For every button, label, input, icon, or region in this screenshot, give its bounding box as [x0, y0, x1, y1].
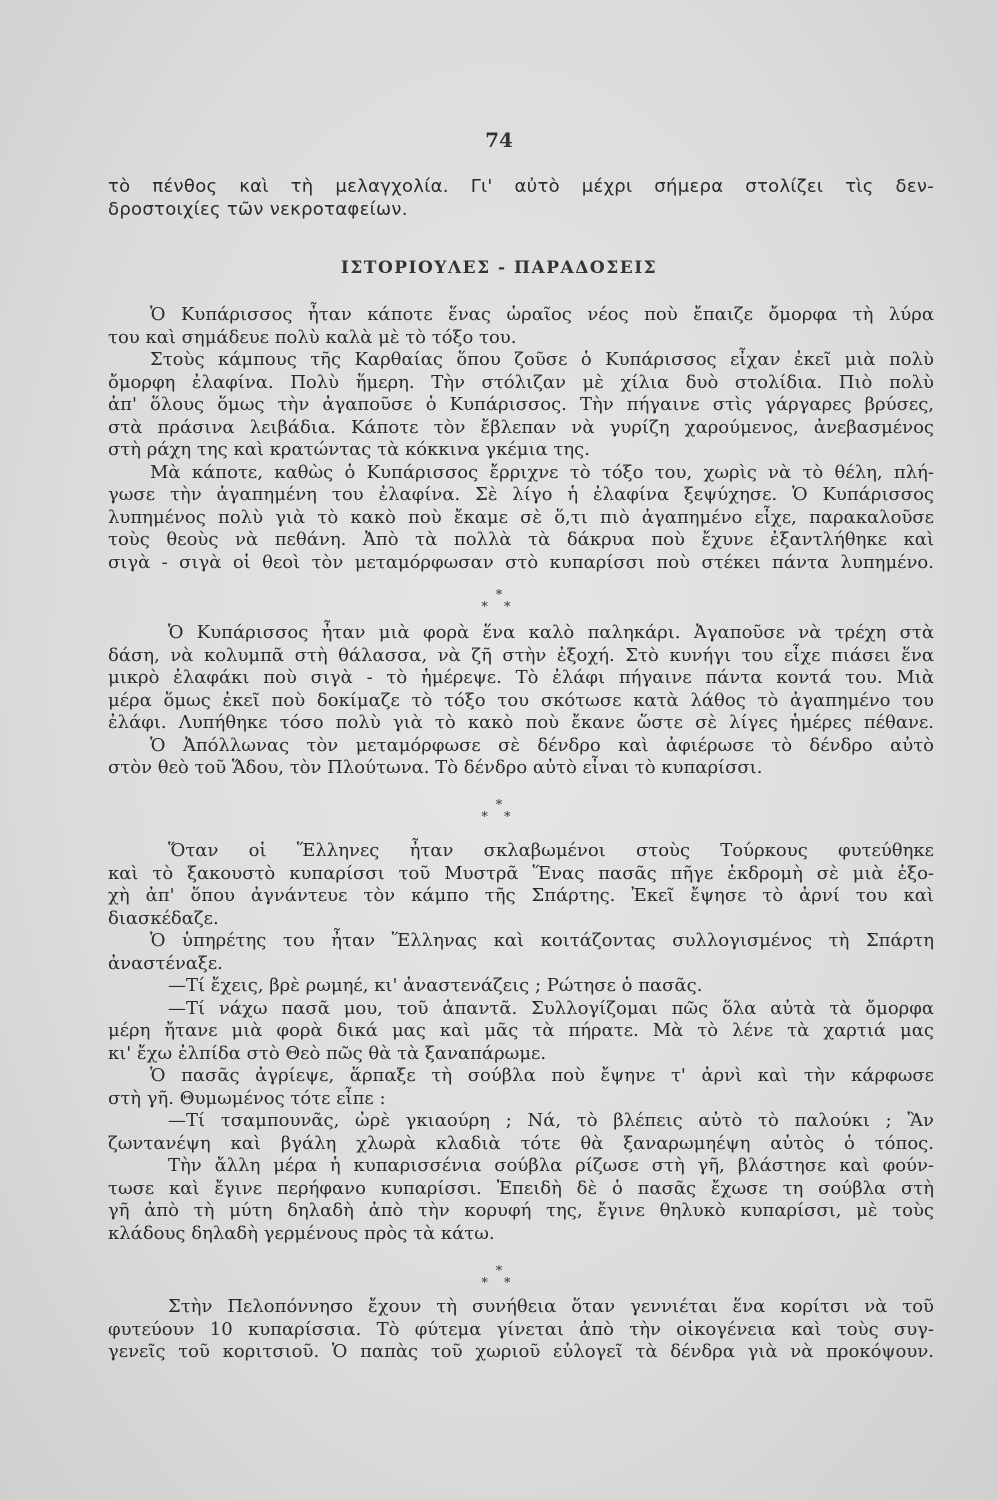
text-line: κλάδους δηλαδὴ γερμένους πρὸς τὰ κάτω.	[108, 1222, 495, 1244]
text-line: —Τί ἔχεις, βρὲ ρωμηέ, κι' ἀναστενάζεις ; Ρώτησε ὁ πασᾶς.	[168, 975, 703, 996]
text-line: τὸ πένθος καὶ τὴ μελαγχολία. Γι' αὐτὸ μέχρι σήμερα στολίζει τὶς δεν-	[108, 176, 934, 197]
text-line: τωσε καὶ ἔγινε περήφανο κυπαρίσσι. Ἐπειδὴ δὲ ὁ πασᾶς ἔχωσε τη σούβλα στὴ	[108, 1177, 934, 1199]
text-line: ἀπ' ὅλους ὅμως τὴν ἀγαποῦσε ὁ Κυπάρισσος. Τὴν πήγαινε στὶς γάργαρες βρύσες,	[108, 394, 934, 415]
text-line: ἀναστέναξε.	[108, 952, 223, 974]
section-1	[108, 304, 934, 574]
text-line: γῆ ἀπὸ τὴ μύτη δηλαδὴ ἀπὸ τὴν κορυφή της, ἔγινε θηλυκὸ κυπαρίσσι, μὲ τοὺς	[108, 1200, 934, 1221]
text-line: χὴ ἀπ' ὅπου ἀγνάντευε τὸν κάμπο τῆς Σπάρτης. Ἐκεῖ ἔψησε τὸ ἀρνί του καὶ	[108, 885, 934, 906]
asterism-top: *	[495, 588, 503, 603]
text-line: στὸν θεὸ τοῦ Ἅδου, τὸν Πλούτωνα. Τὸ δένδρο αὐτὸ εἶναι τὸ κυπαρίσσι.	[108, 757, 763, 778]
asterism-top: *	[495, 798, 503, 813]
asterism-divider	[0, 1266, 998, 1290]
text-line: σιγὰ - σιγὰ οἱ θεοὶ τὸν μεταμόρφωσαν στὸ κυπαρίσσι ποὺ στέκει πάντα λυπημένο.	[108, 551, 934, 573]
text-line: τοὺς θεοὺς νὰ πεθάνη. Ἀπὸ τὰ πολλὰ τὰ δάκρυα ποὺ ἔχυνε ἐξαντλήθηκε καὶ	[108, 529, 934, 550]
text-line: Ὁ Κυπάρισσος ἦταν κάποτε ἕνας ὡραῖος νέος ποὺ ἔπαιζε ὄμορφα τὴ λύρα	[150, 304, 934, 325]
text-line: —Τί τσαμπουνᾶς, ὠρὲ γκιαούρη ; Νά, τὸ βλέπεις αὐτὸ τὸ παλούκι ; Ἂν	[168, 1110, 934, 1131]
text-line: ζωντανέψη καὶ βγάλη χλωρὰ κλαδιὰ τότε θὰ ξαναρωμηέψη αὐτὸς ὁ τόπος.	[108, 1132, 934, 1154]
text-line: φυτεύουν 10 κυπαρίσσια. Τὸ φύτεμα γίνεται ἀπὸ τὴν οἰκογένεια καὶ τοὺς συγ-	[108, 1318, 934, 1340]
page-number: 74	[485, 128, 513, 152]
asterism-bottom: * *	[481, 810, 517, 825]
text-line: λυπημένος πολὺ γιὰ τὸ κακὸ ποὺ ἔκαμε σὲ ὅ,τι πιὸ ἀγαπημένο εἶχε, παρακαλοῦσε	[108, 506, 934, 528]
text-line: δροστοιχίες τῶν νεκροταφείων.	[108, 198, 408, 220]
text-line: Ὁ πασᾶς ἀγρίεψε, ἅρπαξε τὴ σούβλα ποὺ ἔψηνε τ' ἀρνὶ καὶ τὴν κάρφωσε	[150, 1065, 934, 1086]
section-heading: ΙΣΤΟΡΙΟΥΛΕΣ - ΠΑΡΑΔΟΣΕΙΣ	[340, 258, 658, 278]
asterism-bottom: * *	[481, 600, 517, 615]
text-line: Ὅταν οἱ Ἕλληνες ἦταν σκλαβωμένοι στοὺς Τούρκους φυτεύθηκε	[168, 840, 934, 861]
text-line: μέρη ἤτανε μιὰ φορὰ δικά μας καὶ μᾶς τὰ πήρατε. Μὰ τὸ λένε τὰ χαρτιά μας	[108, 1020, 934, 1041]
section-3	[108, 840, 934, 1245]
asterism-divider	[0, 590, 998, 614]
asterism-top: *	[495, 1264, 503, 1279]
text-line: ὄμορφη ἐλαφίνα. Πολὺ ἥμερη. Τὴν στόλιζαν μὲ χίλια δυὸ στολίδια. Πιὸ πολὺ	[108, 371, 934, 393]
text-line: Μὰ κάποτε, καθὼς ὁ Κυπάρισσος ἔρριχνε τὸ τόξο του, χωρὶς νὰ τὸ θέλη, πλή-	[150, 461, 934, 483]
text-line: στὴ ράχη της καὶ κρατώντας τὰ κόκκινα γκέμια της.	[108, 439, 590, 460]
text-line: μικρὸ ἐλαφάκι ποὺ σιγὰ - τὸ ἡμέρεψε. Τὸ ἐλάφι πήγαινε πάντα κοντά του. Μιὰ	[108, 667, 934, 688]
section-2	[108, 622, 934, 780]
text-line: του καὶ σημάδευε πολὺ καλὰ μὲ τὸ τόξο του.	[108, 326, 517, 348]
text-line: ἐλάφι. Λυπήθηκε τόσο πολὺ γιὰ τὸ κακὸ ποὺ ἔκανε ὥστε σὲ λίγες ἡμέρες πέθανε.	[108, 712, 934, 733]
text-line: δάση, νὰ κολυμπᾶ στὴ θάλασσα, νὰ ζῆ στὴν ἐξοχή. Στὸ κυνήγι του εἶχε πιάσει ἕνα	[108, 644, 934, 666]
asterism-bottom: * *	[481, 1276, 517, 1291]
intro-paragraph	[108, 176, 934, 221]
text-line: Τὴν ἄλλη μέρα ἡ κυπαρισσένια σούβλα ρίζωσε στὴ γῆ, βλάστησε καὶ φούν-	[168, 1155, 934, 1176]
asterism-divider	[0, 800, 998, 824]
text-line: Στοὺς κάμπους τῆς Καρθαίας ὅπου ζοῦσε ὁ Κυπάρισσος εἶχαν ἐκεῖ μιὰ πολὺ	[150, 349, 934, 370]
text-line: Στὴν Πελοπόννησο ἔχουν τὴ συνήθεια ὅταν γεννιέται ἕνα κορίτσι νὰ τοῦ	[168, 1296, 934, 1317]
text-line: Ὁ Κυπάρισσος ἦταν μιὰ φορὰ ἕνα καλὸ παληκάρι. Ἀγαποῦσε νὰ τρέχη στὰ	[168, 622, 934, 643]
text-line: διασκέδαζε.	[108, 907, 219, 929]
text-line: Ὁ Ἀπόλλωνας τὸν μεταμόρφωσε σὲ δένδρο καὶ ἀφιέρωσε τὸ δένδρο αὐτὸ	[150, 734, 934, 756]
text-line: γωσε τὴν ἀγαπημένη του ἐλαφίνα. Σὲ λίγο ἡ ἐλαφίνα ξεψύχησε. Ὁ Κυπάρισσος	[108, 484, 934, 505]
text-line: Ὁ ὑπηρέτης του ἦταν Ἕλληνας καὶ κοιτάζοντας συλλογισμένος τὴ Σπάρτη	[150, 930, 934, 951]
text-line: μέρα ὅμως ἐκεῖ ποὺ δοκίμαζε τὸ τόξο του σκότωσε κατὰ λάθος τὸ ἀγαπημένο του	[108, 689, 934, 711]
text-line: γενεῖς τοῦ κοριτσιοῦ. Ὁ παπὰς τοῦ χωριοῦ εὐλογεῖ τὰ δένδρα γιὰ νὰ προκόψουν.	[108, 1341, 934, 1362]
text-line: κι' ἔχω ἐλπίδα στὸ Θεὸ πῶς θὰ τὰ ξαναπάρωμε.	[108, 1042, 547, 1064]
text-line: —Τί νάχω πασᾶ μου, τοῦ ἀπαντᾶ. Συλλογίζομαι πῶς ὅλα αὐτὰ τὰ ὄμορφα	[168, 997, 934, 1019]
text-line: στὴ γῆ. Θυμωμένος τότε εἶπε :	[108, 1087, 386, 1109]
section-4	[108, 1296, 934, 1364]
text-line: στὰ πράσινα λειβάδια. Κάποτε τὸν ἔβλεπαν νὰ γυρίζη χαρούμενος, ἀνεβασμένος	[108, 416, 934, 438]
text-line: καὶ τὸ ξακουστὸ κυπαρίσσι τοῦ Μυστρᾶ Ἕνας πασᾶς πῆγε ἐκδρομὴ σὲ μιὰ ἐξο-	[108, 862, 934, 884]
